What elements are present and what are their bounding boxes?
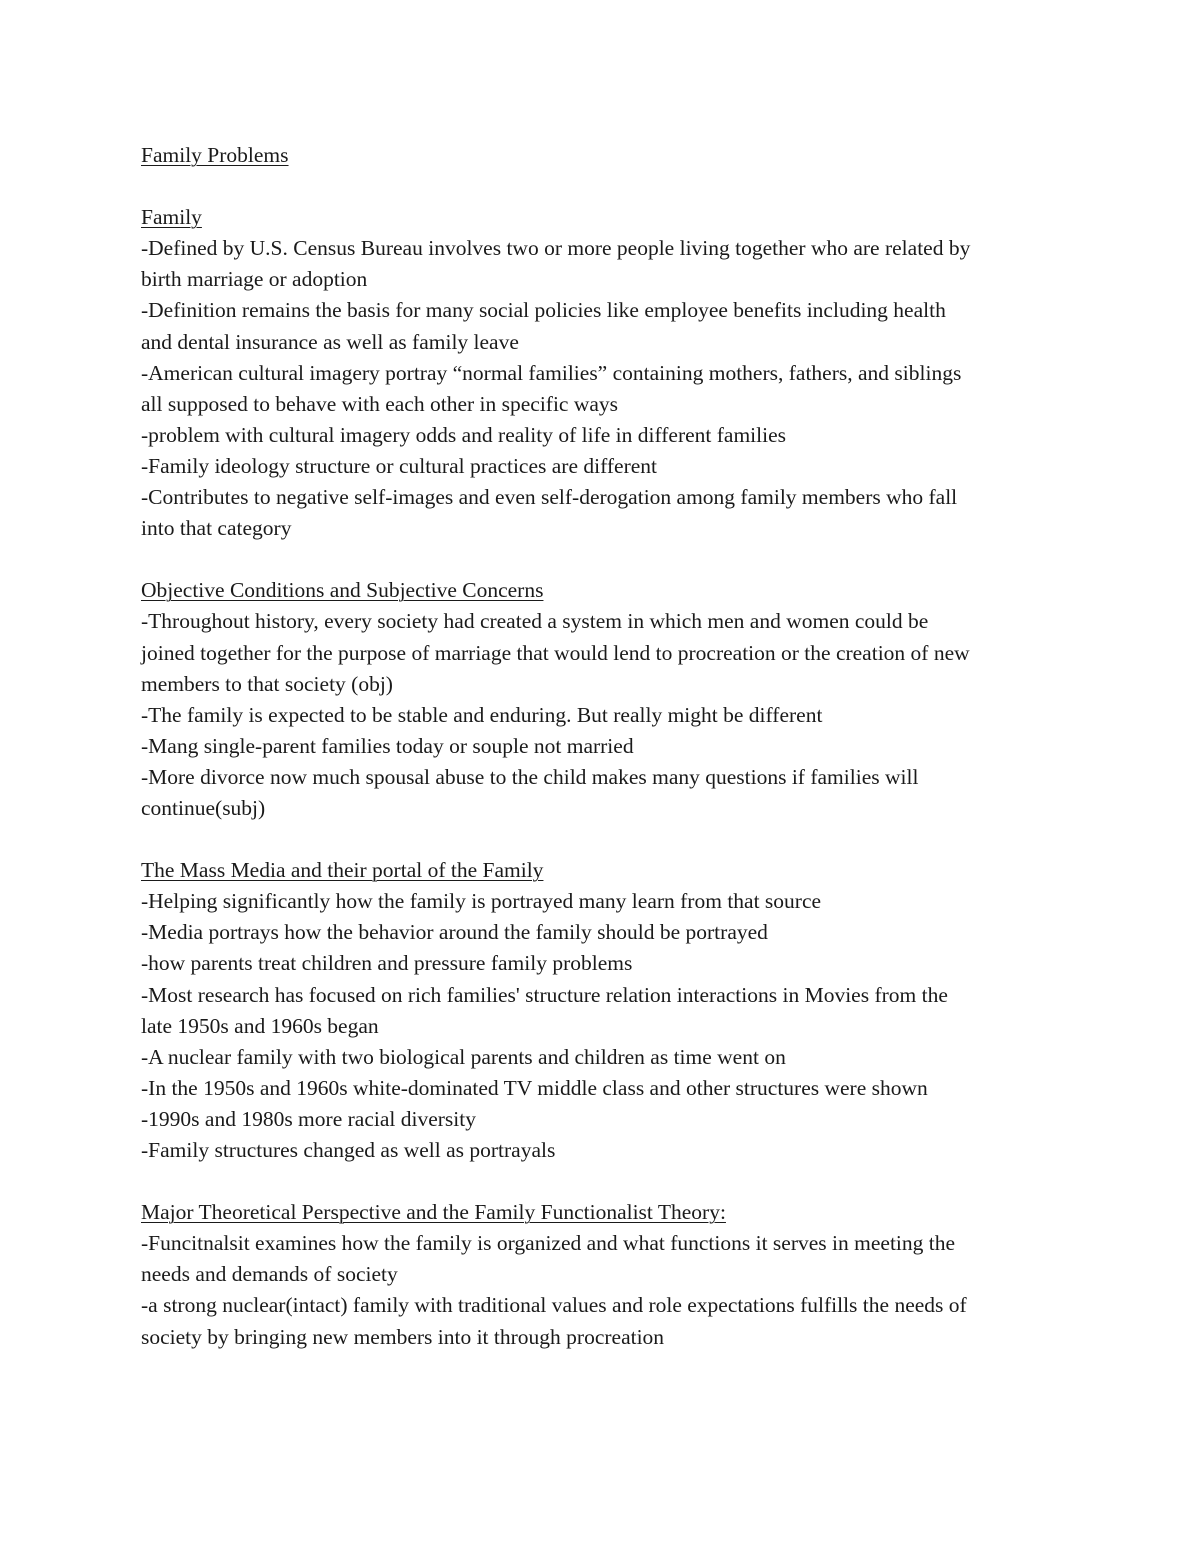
text-line: -American cultural imagery portray “normal families” containing mothers, fathers, and siblings bbox=[141, 360, 962, 385]
section-heading-mass-media: The Mass Media and their portal of the Family bbox=[141, 858, 544, 883]
text-line: -1990s and 1980s more racial diversity bbox=[141, 1106, 476, 1131]
spacer bbox=[141, 824, 1061, 855]
text-line: -Media portrays how the behavior around the family should be portrayed bbox=[141, 920, 768, 945]
text-line: needs and demands of society bbox=[141, 1262, 398, 1287]
text-line: -The family is expected to be stable and enduring. But really might be different bbox=[141, 702, 823, 727]
text-line: all supposed to behave with each other in specific ways bbox=[141, 391, 619, 416]
text-line: -Family ideology structure or cultural practices are different bbox=[141, 453, 657, 478]
text-line: -Family structures changed as well as portrayals bbox=[141, 1138, 556, 1162]
text-line: -A nuclear family with two biological parents and children as time went on bbox=[141, 1044, 786, 1069]
text-line: continue(subj) bbox=[141, 795, 266, 820]
document-title: Family Problems bbox=[141, 143, 289, 167]
text-line: -a strong nuclear(intact) family with traditional values and role expectations fulfills the needs of bbox=[141, 1293, 967, 1318]
spacer bbox=[141, 544, 1061, 575]
text-line: members to that society (obj) bbox=[141, 671, 393, 696]
section-heading-theoretical-perspective: Major Theoretical Perspective and the Family Functionalist Theory: bbox=[141, 1200, 726, 1225]
text-line: -Contributes to negative self-images and even self-derogation among family members who fall bbox=[141, 485, 958, 510]
text-line: -Mang single-parent families today or souple not married bbox=[141, 733, 634, 758]
text-line: -how parents treat children and pressure family problems bbox=[141, 951, 633, 976]
text-line: -Throughout history, every society had created a system in which men and women could be bbox=[141, 609, 929, 634]
text-line: -More divorce now much spousal abuse to the child makes many questions if families will bbox=[141, 764, 919, 789]
text-line: -Helping significantly how the family is portrayed many learn from that source bbox=[141, 889, 822, 914]
text-line: -Most research has focused on rich families' structure relation interactions in Movies from the bbox=[141, 982, 948, 1007]
section-heading-objective-conditions: Objective Conditions and Subjective Concerns bbox=[141, 578, 544, 603]
text-line: and dental insurance as well as family leave bbox=[141, 329, 519, 354]
text-line: society by bringing new members into it through procreation bbox=[141, 1324, 665, 1349]
text-line: -Definition remains the basis for many social policies like employee benefits including health bbox=[141, 298, 946, 323]
document-body bbox=[141, 140, 1061, 1353]
text-line: late 1950s and 1960s began bbox=[141, 1013, 379, 1038]
text-line: joined together for the purpose of marriage that would lend to procreation or the creation of new bbox=[141, 640, 970, 665]
spacer bbox=[141, 171, 1061, 202]
text-line: -Defined by U.S. Census Bureau involves two or more people living together who are related by bbox=[141, 236, 971, 261]
text-line: into that category bbox=[141, 516, 292, 541]
spacer bbox=[141, 1166, 1061, 1197]
text-line: birth marriage or adoption bbox=[141, 267, 368, 292]
text-line: -Funcitnalsit examines how the family is organized and what functions it serves in meeting the bbox=[141, 1231, 956, 1256]
section-heading-family: Family bbox=[141, 205, 202, 230]
text-line: -problem with cultural imagery odds and reality of life in different families bbox=[141, 422, 786, 447]
text-line: -In the 1950s and 1960s white-dominated TV middle class and other structures were shown bbox=[141, 1075, 928, 1100]
